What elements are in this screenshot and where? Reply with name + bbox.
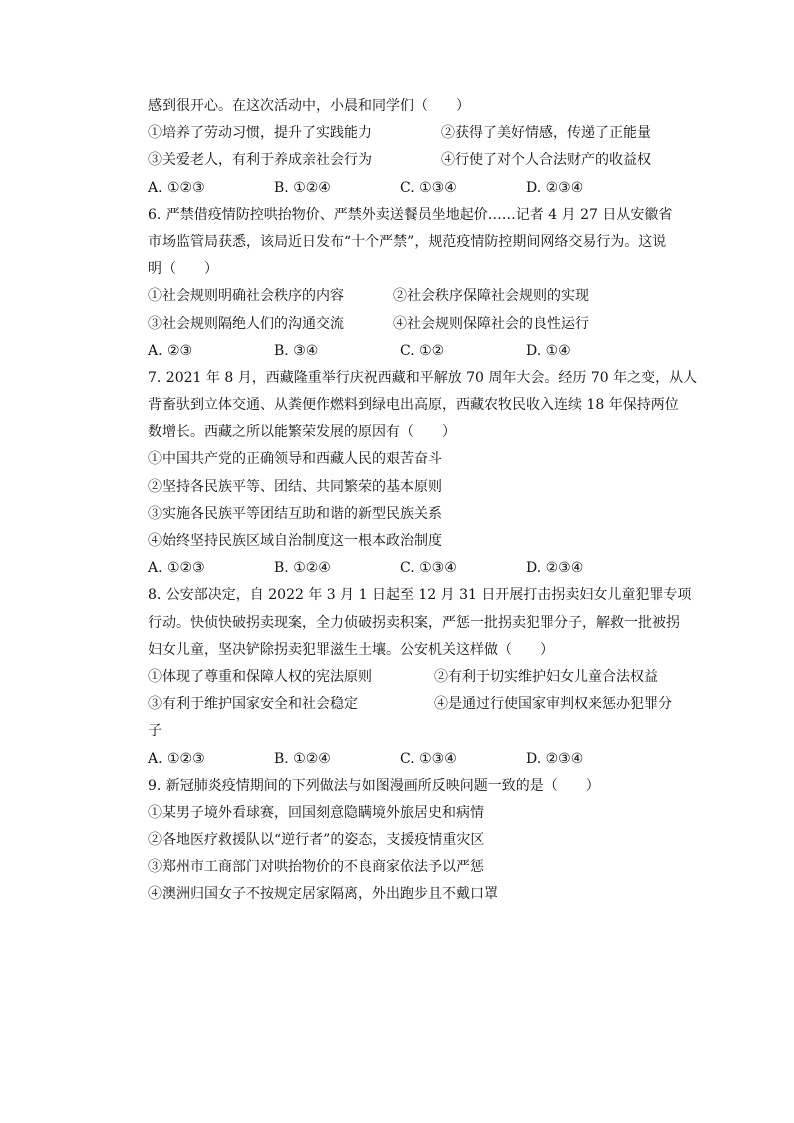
q7-choice-b: B. ①②④ <box>274 560 331 577</box>
q6-option-4: ④社会规则保障社会的良性运行 <box>393 315 589 332</box>
q6-choice-a: A. ②③ <box>148 342 193 359</box>
q7-choices <box>148 555 668 582</box>
q8-option-2: ②有利于切实维护妇女儿童合法权益 <box>434 668 658 685</box>
q8-option-1: ①体现了尊重和保障人权的宪法原则 <box>148 668 372 685</box>
q8-stem-line3: 妇女儿童，坚决铲除拐卖犯罪滋生土壤。公安机关这样做（ ） <box>148 641 554 658</box>
q6-choice-c: C. ①② <box>400 342 445 359</box>
q5-choice-d: D. ②③④ <box>526 179 584 196</box>
q7-stem-line2: 背畜驮到立体交通、从粪便作燃料到绿电出高原，西藏农牧民收入连续 18 年保持两位 <box>148 397 679 414</box>
q5-option-2: ②获得了美好情感，传递了正能量 <box>441 125 651 142</box>
q8-choice-d: D. ②③④ <box>526 750 584 767</box>
q6-stem-line1: 6. 严禁借疫情防控哄抬物价、严禁外卖送餐员坐地起价……记者 4 月 27 日从安徽省 <box>148 206 673 223</box>
q8-choice-c: C. ①③④ <box>400 750 457 767</box>
q7-stem-line1: 7. 2021 年 8 月，西藏隆重举行庆祝西藏和平解放 70 周年大会。经历 70 年之变，从人 <box>148 369 698 386</box>
q8-options-row2 <box>148 691 672 718</box>
q7-choice-c: C. ①③④ <box>400 560 457 577</box>
q6-choice-b: B. ③④ <box>274 342 319 359</box>
q7-option-4: ④始终坚持民族区域自治制度这一根本政治制度 <box>148 533 442 549</box>
q5-choices <box>148 175 668 202</box>
q5-choice-a: A. ①②③ <box>148 179 205 196</box>
q7-choice-d: D. ②③④ <box>526 560 584 577</box>
q7-option-2: ②坚持各民族平等、团结、共同繁荣的基本原则 <box>148 478 442 495</box>
q5-options-row2 <box>148 147 668 174</box>
q5-option-4: ④行使了对个人合法财产的收益权 <box>441 152 651 169</box>
q9-option-1: ①某男子境外看球赛，回国刻意隐瞒境外旅居史和病情 <box>148 804 484 821</box>
q8-option-3: ③有利于维护国家安全和社会稳定 <box>148 696 358 713</box>
q8-stem-line1: 8. 公安部决定，自 2022 年 3 月 1 日起至 12 月 31 日开展打击拐卖妇女儿童犯罪专项 <box>148 587 692 604</box>
q5-option-3: ③关爱老人，有利于养成亲社会行为 <box>148 152 372 169</box>
q8-stem-line2: 行动。快侦快破拐卖现案，全力侦破拐卖积案，严惩一批拐卖犯罪分子，解救一批被拐 <box>148 614 680 631</box>
q6-option-1: ①社会规则明确社会秩序的内容 <box>148 288 344 305</box>
q5-choice-c: C. ①③④ <box>400 179 457 196</box>
q6-choices <box>148 338 668 365</box>
q6-stem-line2: 市场监管局获悉，该局近日发布“十个严禁”，规范疫情防控期间网络交易行为。这说 <box>148 233 667 250</box>
q6-choice-d: D. ①④ <box>526 342 571 359</box>
q5-option-1: ①培养了劳动习惯，提升了实践能力 <box>148 125 372 142</box>
q8-choice-b: B. ①②④ <box>274 750 331 767</box>
q8-option-4-wrap: 子 <box>148 723 162 740</box>
q6-option-2: ②社会秩序保障社会规则的实现 <box>393 288 589 305</box>
q9-stem: 9. 新冠肺炎疫情期间的下列做法与如图漫画所反映问题一致的是（ ） <box>148 777 600 794</box>
q7-option-3: ③实施各民族平等团结互助和谐的新型民族关系 <box>148 505 442 522</box>
q6-option-3: ③社会规则隔绝人们的沟通交流 <box>148 315 344 332</box>
q6-options-row2 <box>148 311 668 338</box>
q9-option-2: ②各地医疗救援队以“逆行者”的姿态，支援疫情重灾区 <box>148 832 485 849</box>
question-content <box>148 93 698 909</box>
q5-choice-b: B. ①②④ <box>274 179 331 196</box>
q5-stem-tail: 感到很开心。在这次活动中，小晨和同学们（ ） <box>148 98 470 114</box>
q5-options-row1 <box>148 120 668 147</box>
q8-options-row1 <box>148 664 668 691</box>
q7-choice-a: A. ①②③ <box>148 560 205 577</box>
q8-choices <box>148 746 668 773</box>
q8-choice-a: A. ①②③ <box>148 750 205 767</box>
q8-option-4: ④是通过行使国家审判权来惩办犯罪分 <box>434 696 672 713</box>
q9-option-4: ④澳洲归国女子不按规定居家隔离，外出跑步且不戴口罩 <box>148 886 498 903</box>
q7-option-1: ①中国共产党的正确领导和西藏人民的艰苦奋斗 <box>148 451 442 468</box>
q9-option-3: ③郑州市工商部门对哄抬物价的不良商家依法予以严惩 <box>148 859 484 876</box>
q7-stem-line3: 数增长。西藏之所以能繁荣发展的原因有（ ） <box>148 424 456 441</box>
q6-options-row1 <box>148 283 668 310</box>
q6-stem-line3: 明（ ） <box>148 261 218 278</box>
